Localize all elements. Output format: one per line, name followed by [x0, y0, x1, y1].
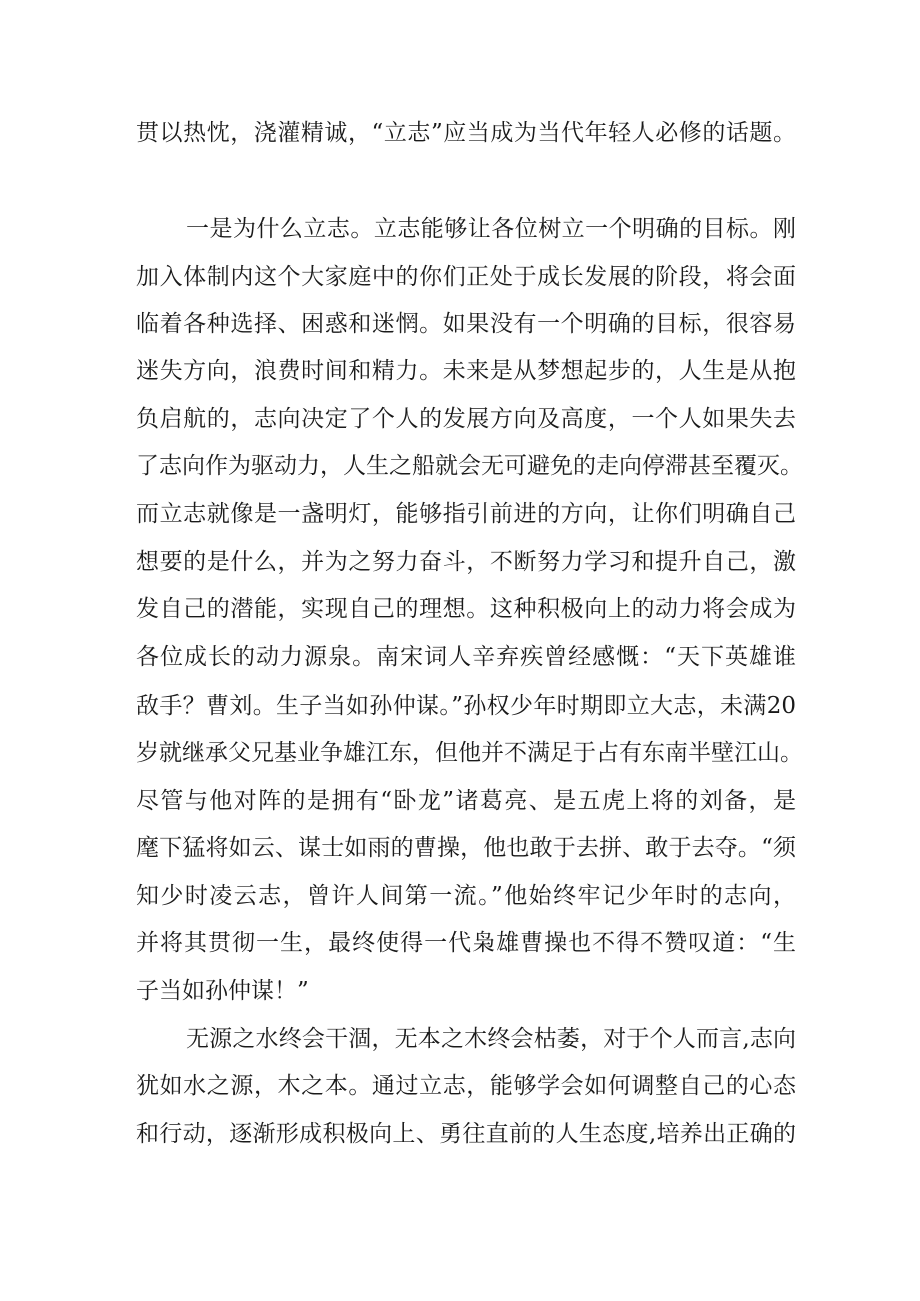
- paragraph-first-line: 一是为什么立志。立志能够让各位树立一个明确的目标。刚: [186, 216, 796, 242]
- text-line: 子当如孙仲谋！”: [136, 978, 309, 1004]
- text-line: 临着各种选择、困惑和迷惘。如果没有一个明确的目标，很容易: [136, 311, 796, 337]
- text-line: 而立志就像是一盏明灯，能够指引前进的方向，让你们明确自己: [136, 501, 796, 527]
- text-line: 并将其贯彻一生，最终使得一代枭雄曹操也不得不赞叹道：“生: [136, 930, 796, 956]
- text-line: 迷失方向，浪费时间和精力。未来是从梦想起步的，人生是从抱: [136, 358, 796, 384]
- text-line: 敌手？曹刘。生子当如孙仲谋。”孙权少年时期即立大志，未满20: [136, 693, 796, 719]
- paragraph-first-line: 无源之水终会干涸，无本之木终会枯萎，对于个人而言,志向: [186, 1026, 796, 1052]
- text-line: 发自己的潜能，实现自己的理想。这种积极向上的动力将会成为: [136, 596, 796, 622]
- text-line: 想要的是什么，并为之努力奋斗，不断努力学习和提升自己，激: [136, 549, 796, 575]
- text-line: 负启航的，志向决定了个人的发展方向及高度，一个人如果失去: [136, 406, 796, 432]
- text-line: 岁就继承父兄基业争雄江东，但他并不满足于占有东南半壁江山。: [136, 740, 803, 766]
- text-line: 了志向作为驱动力，人生之船就会无可避免的走向停滞甚至覆灭。: [136, 453, 803, 479]
- text-line: 加入体制内这个大家庭中的你们正处于成长发展的阶段，将会面: [136, 264, 796, 290]
- text-line: 麾下猛将如云、谋士如雨的曹操，他也敢于去拼、敢于去夺。“须: [136, 835, 796, 861]
- text-line: 犹如水之源，木之本。通过立志，能够学会如何调整自己的心态: [136, 1073, 796, 1099]
- text-line: 知少时凌云志，曾许人间第一流。”他始终牢记少年时的志向，: [136, 883, 796, 909]
- text-line: 各位成长的动力源泉。南宋词人辛弃疾曾经感慨：“天下英雄谁: [136, 644, 796, 670]
- text-line: 和行动，逐渐形成积极向上、勇往直前的人生态度,培养出正确的: [136, 1121, 796, 1147]
- text-line: 贯以热忱，浇灌精诚，“立志”应当成为当代年轻人必修的话题。: [136, 120, 796, 146]
- text-line: 尽管与他对阵的是拥有“卧龙”诸葛亮、是五虎上将的刘备，是: [136, 788, 796, 814]
